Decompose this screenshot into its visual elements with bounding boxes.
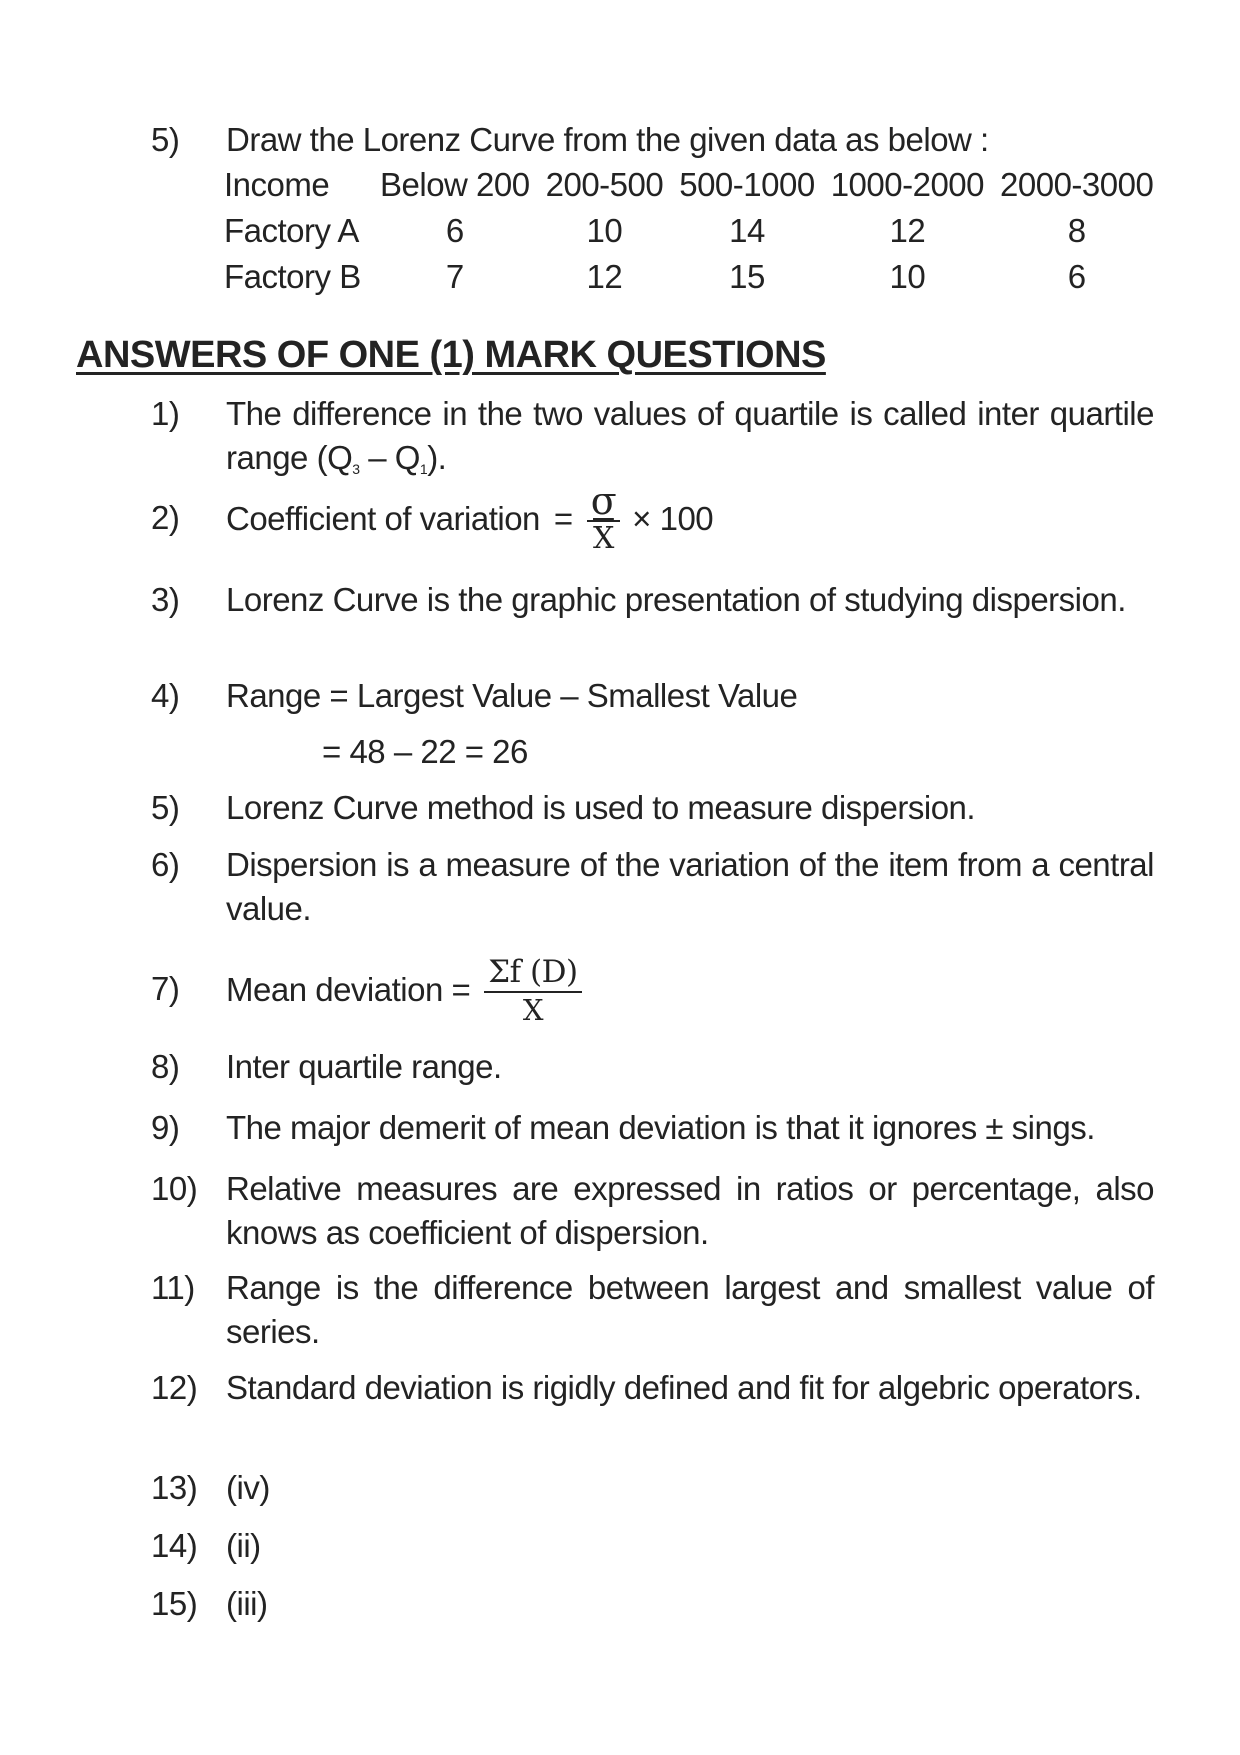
range-formula: Range = Largest Value – Smallest Value [226, 677, 798, 714]
table-header-cell: Below 200 [380, 166, 530, 203]
formula-label: Coefficient of variation [226, 500, 540, 537]
question-text: Draw the Lorenz Curve from the given data as below : [226, 121, 989, 158]
answer-number: 4) [151, 677, 180, 714]
answer-number: 7) [151, 970, 180, 1007]
answer-number: 11) [151, 1269, 195, 1306]
fraction-numerator: σ [587, 482, 620, 522]
answer-number: 2) [151, 499, 180, 536]
fraction-denominator: X [593, 521, 614, 556]
answer-number: 13) [151, 1469, 198, 1506]
answer-text: Range is the difference between largest and smallest value of series. [226, 1269, 1154, 1350]
answer-number: 6) [151, 846, 180, 883]
answer-number: 3) [151, 581, 180, 618]
table-cell: 12 [586, 258, 623, 295]
mean-deviation-fraction [484, 953, 581, 1027]
answer-text: Relative measures are expressed in ratios or percentage, also knows as coefficient of dispersion. [226, 1170, 1154, 1251]
row-label: Factory A [224, 212, 359, 249]
answer-number: 15) [151, 1585, 198, 1622]
answer-text: Lorenz Curve method is used to measure dispersion. [226, 789, 976, 826]
table-cell: 8 [1067, 212, 1086, 249]
table-cell: 10 [889, 258, 926, 295]
table-row [218, 208, 1161, 254]
answer-text: The major demerit of mean deviation is that it ignores ± sings. [226, 1109, 1095, 1146]
table-row [218, 254, 1161, 300]
answer-text: The difference in the two values of quartile is called inter quartile range $(Q_3 - Q_1)$. [226, 395, 1154, 477]
table-cell: 6 [445, 212, 464, 249]
answer-text: (iv) [226, 1469, 270, 1506]
answer-text: Lorenz Curve is the graphic presentation of studying dispersion. [226, 581, 1126, 618]
answer-text: (iii) [226, 1585, 268, 1622]
mean-deviation-formula [226, 945, 582, 1035]
section-heading: ANSWERS OF ONE (1) MARK QUESTIONS [76, 334, 826, 376]
answer-number: 10) [151, 1170, 198, 1207]
equals-sign: = [553, 500, 573, 537]
table-header-cell: 200-500 [545, 166, 664, 203]
fraction-denominator: X [522, 993, 543, 1027]
fraction-numerator: Σf (D) [484, 953, 581, 993]
answer-text: Standard deviation is rigidly defined and fit for algebric operators. [226, 1369, 1142, 1406]
answer-number: 12) [151, 1369, 198, 1406]
table-cell: 10 [586, 212, 623, 249]
table-header-cell: 500-1000 [679, 166, 815, 203]
answer-number: 5) [151, 789, 180, 826]
sigma-fraction [587, 479, 620, 556]
table-cell: 12 [889, 212, 926, 249]
table-header-row [218, 162, 1161, 208]
answer-number: 8) [151, 1048, 180, 1085]
question-number: 5) [151, 121, 180, 158]
answer-number: 14) [151, 1527, 198, 1564]
answer-1-text: The difference in the two values of quartile is called inter quartile range [226, 395, 1154, 476]
answer-text: (ii) [226, 1527, 261, 1564]
table-header-cell: Income [224, 166, 330, 203]
row-label: Factory B [224, 258, 361, 295]
table-header-cell: 2000-3000 [1000, 166, 1154, 203]
formula-label: Mean deviation = [226, 971, 471, 1008]
table-cell: 7 [445, 258, 464, 295]
coefficient-formula [226, 480, 713, 558]
answer-number: 9) [151, 1109, 180, 1146]
table-cell: 14 [729, 212, 765, 249]
table-cell: 15 [729, 258, 765, 295]
answer-text: Inter quartile range. [226, 1048, 502, 1085]
income-table [218, 162, 1161, 300]
answer-text: Dispersion is a measure of the variation of the item from a central value. [226, 846, 1154, 927]
table-cell: 6 [1067, 258, 1086, 295]
table-header-cell: 1000-2000 [830, 166, 985, 203]
range-calculation: = 48 – 22 = 26 [322, 733, 528, 770]
answer-number: 1) [151, 395, 180, 432]
formula-tail: × 100 [632, 500, 714, 537]
